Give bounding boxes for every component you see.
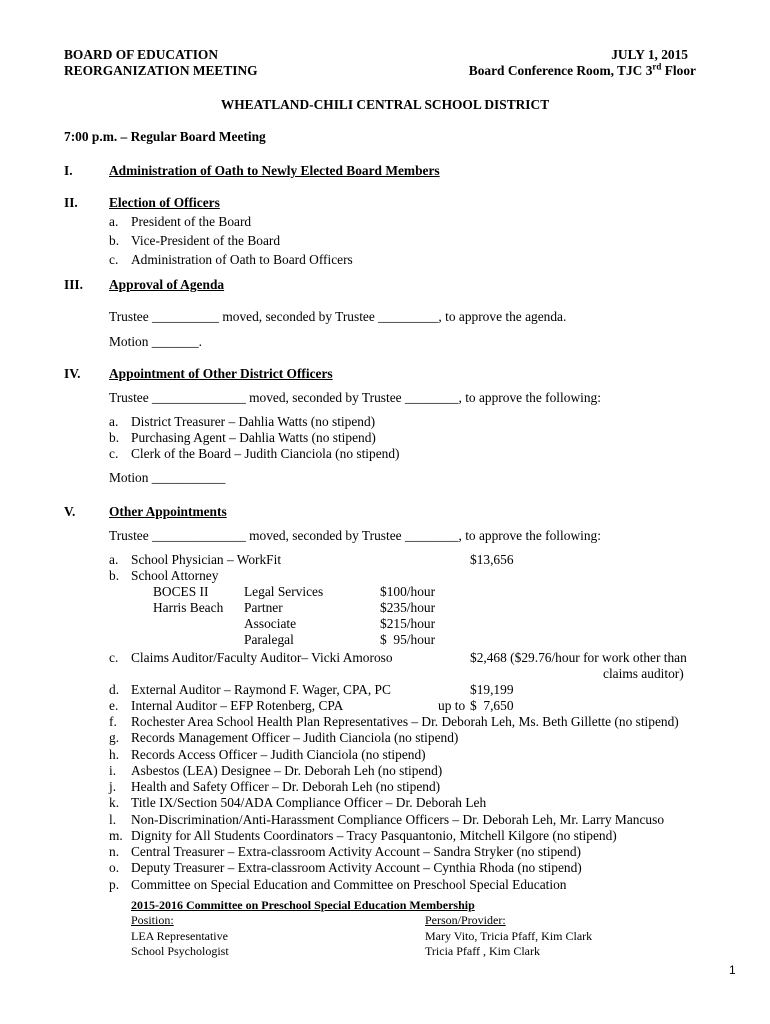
section-1-title: Administration of Oath to Newly Elected Board Members	[109, 163, 440, 178]
header-board-of-education: BOARD OF EDUCATION	[64, 47, 218, 62]
list-item-text: External Auditor – Raymond F. Wager, CPA, PC	[131, 682, 391, 697]
section-2-numeral: II.	[64, 195, 78, 210]
list-item-text: Deputy Treasurer – Extra-classroom Activity Account – Cynthia Rhoda (no stipend)	[131, 860, 582, 876]
list-item: a.	[109, 414, 119, 429]
list-item: p.	[109, 876, 120, 892]
page-number: 1	[729, 963, 736, 977]
list-item: l.	[109, 811, 117, 827]
list-item-text: Records Access Officer – Judith Cianciola (no stipend)	[131, 746, 426, 762]
list-item-text: Purchasing Agent – Dahlia Watts (no stipend)	[131, 430, 376, 445]
list-item-text: Committee on Special Education and Committee on Preschool Special Education	[131, 876, 567, 892]
list-item: c.	[109, 446, 119, 461]
list-item: a.	[109, 214, 119, 229]
section-4-numeral: IV.	[64, 366, 81, 381]
list-item: j.	[109, 779, 117, 794]
cpse-col-position-header: Position:	[131, 913, 174, 927]
list-item-text: Claims Auditor/Faculty Auditor– Vicki Amoroso	[131, 650, 393, 665]
list-item-text: Clerk of the Board – Judith Cianciola (no stipend)	[131, 446, 400, 461]
attorney-rate: $215/hour	[380, 616, 436, 631]
list-item: d.	[109, 682, 120, 697]
attorney-rate: $235/hour	[380, 600, 436, 615]
list-item-text: Non-Discrimination/Anti-Harassment Compliance Officers – Dr. Deborah Leh, Mr. Larry Mancuso	[131, 811, 665, 827]
section-1-numeral: I.	[64, 163, 73, 178]
list-item: b.	[109, 568, 120, 583]
section-3-numeral: III.	[64, 277, 83, 292]
section-3-title: Approval of Agenda	[109, 277, 225, 292]
amount: $13,656	[470, 552, 514, 567]
attorney-role: Legal Services	[244, 584, 324, 599]
list-item-text: Rochester Area School Health Plan Representatives – Dr. Deborah Leh, Ms. Beth Gillette (no stipend)	[131, 714, 679, 729]
list-item: g.	[109, 730, 120, 746]
section-5-numeral: V.	[64, 504, 76, 519]
meeting-time: 7:00 p.m. – Regular Board Meeting	[64, 129, 266, 144]
cpse-person: Mary Vito, Tricia Pfaff, Kim Clark	[425, 929, 593, 943]
cpse-heading: 2015-2016 Committee on Preschool Special Education Membership	[131, 898, 475, 912]
list-item: o.	[109, 860, 120, 876]
list-item-text: District Treasurer – Dahlia Watts (no stipend)	[131, 414, 376, 429]
motion-line: Trustee __________ moved, seconded by Trustee _________, to approve the agenda.	[109, 309, 567, 324]
list-item-text: Vice-President of the Board	[131, 233, 281, 248]
motion-line: Trustee ______________ moved, seconded by Trustee ________, to approve the following:	[109, 390, 601, 405]
list-item: f.	[109, 714, 117, 729]
list-item: c.	[109, 650, 119, 665]
attorney-role: Paralegal	[244, 632, 294, 647]
list-item: m.	[109, 827, 123, 843]
list-item: k.	[109, 795, 120, 811]
attorney-rate: $100/hour	[380, 584, 436, 599]
list-item: b.	[109, 430, 120, 445]
list-item-text: Title IX/Section 504/ADA Compliance Officer – Dr. Deborah Leh	[131, 795, 487, 811]
attorney-role: Associate	[244, 616, 297, 631]
section-2-title: Election of Officers	[109, 195, 220, 210]
cpse-position: LEA Representative	[131, 929, 228, 943]
section-4-title: Appointment of Other District Officers	[109, 366, 333, 381]
list-item-text: Central Treasurer – Extra-classroom Activity Account – Sandra Stryker (no stipend)	[131, 844, 581, 859]
list-item: h.	[109, 746, 120, 762]
cpse-position: School Psychologist	[131, 944, 229, 958]
cpse-col-person-header: Person/Provider:	[425, 913, 506, 927]
list-item-text: President of the Board	[131, 214, 252, 229]
section-5-title: Other Appointments	[109, 504, 227, 519]
district-title: WHEATLAND-CHILI CENTRAL SCHOOL DISTRICT	[220, 97, 550, 112]
attorney-firm: BOCES II	[153, 584, 209, 599]
list-item-text: Health and Safety Officer – Dr. Deborah Leh (no stipend)	[131, 779, 441, 794]
amount: $19,199	[470, 682, 514, 697]
list-item-text: School Attorney	[131, 568, 219, 583]
header-date: JULY 1, 2015	[611, 47, 688, 62]
motion-line: Trustee ______________ moved, seconded by Trustee ________, to approve the following:	[109, 528, 601, 543]
attorney-rate: $ 95/hour	[380, 632, 436, 647]
cpse-person: Tricia Pfaff , Kim Clark	[425, 944, 540, 958]
list-item: a.	[109, 552, 119, 567]
motion: Motion ___________	[109, 470, 226, 485]
list-item-text: Asbestos (LEA) Designee – Dr. Deborah Leh (no stipend)	[131, 762, 443, 778]
list-item-text: Administration of Oath to Board Officers	[131, 252, 353, 267]
motion: Motion _______.	[109, 334, 202, 349]
list-item: e.	[109, 698, 119, 713]
list-item: i.	[109, 762, 117, 778]
attorney-role: Partner	[244, 600, 283, 615]
attorney-firm: Harris Beach	[153, 600, 224, 615]
list-item-text: Records Management Officer – Judith Cianciola (no stipend)	[131, 730, 459, 746]
list-item-text: Dignity for All Students Coordinators – Tracy Pasquantonio, Mitchell Kilgore (no stipend)	[131, 827, 617, 843]
list-item: b.	[109, 233, 120, 248]
header-location: Board Conference Room, TJC 3rd Floor	[468, 61, 696, 78]
list-item-text: Internal Auditor – EFP Rotenberg, CPA	[131, 698, 344, 713]
amount-prefix: up to	[438, 698, 466, 713]
list-item: n.	[109, 844, 120, 859]
header-meeting-type: REORGANIZATION MEETING	[64, 63, 258, 78]
amount-continued: claims auditor)	[603, 666, 684, 681]
list-item: c.	[109, 252, 119, 267]
list-item-text: School Physician – WorkFit	[131, 552, 282, 567]
amount: $ 7,650	[470, 698, 514, 713]
amount: $2,468 ($29.76/hour for work other than	[470, 650, 687, 665]
